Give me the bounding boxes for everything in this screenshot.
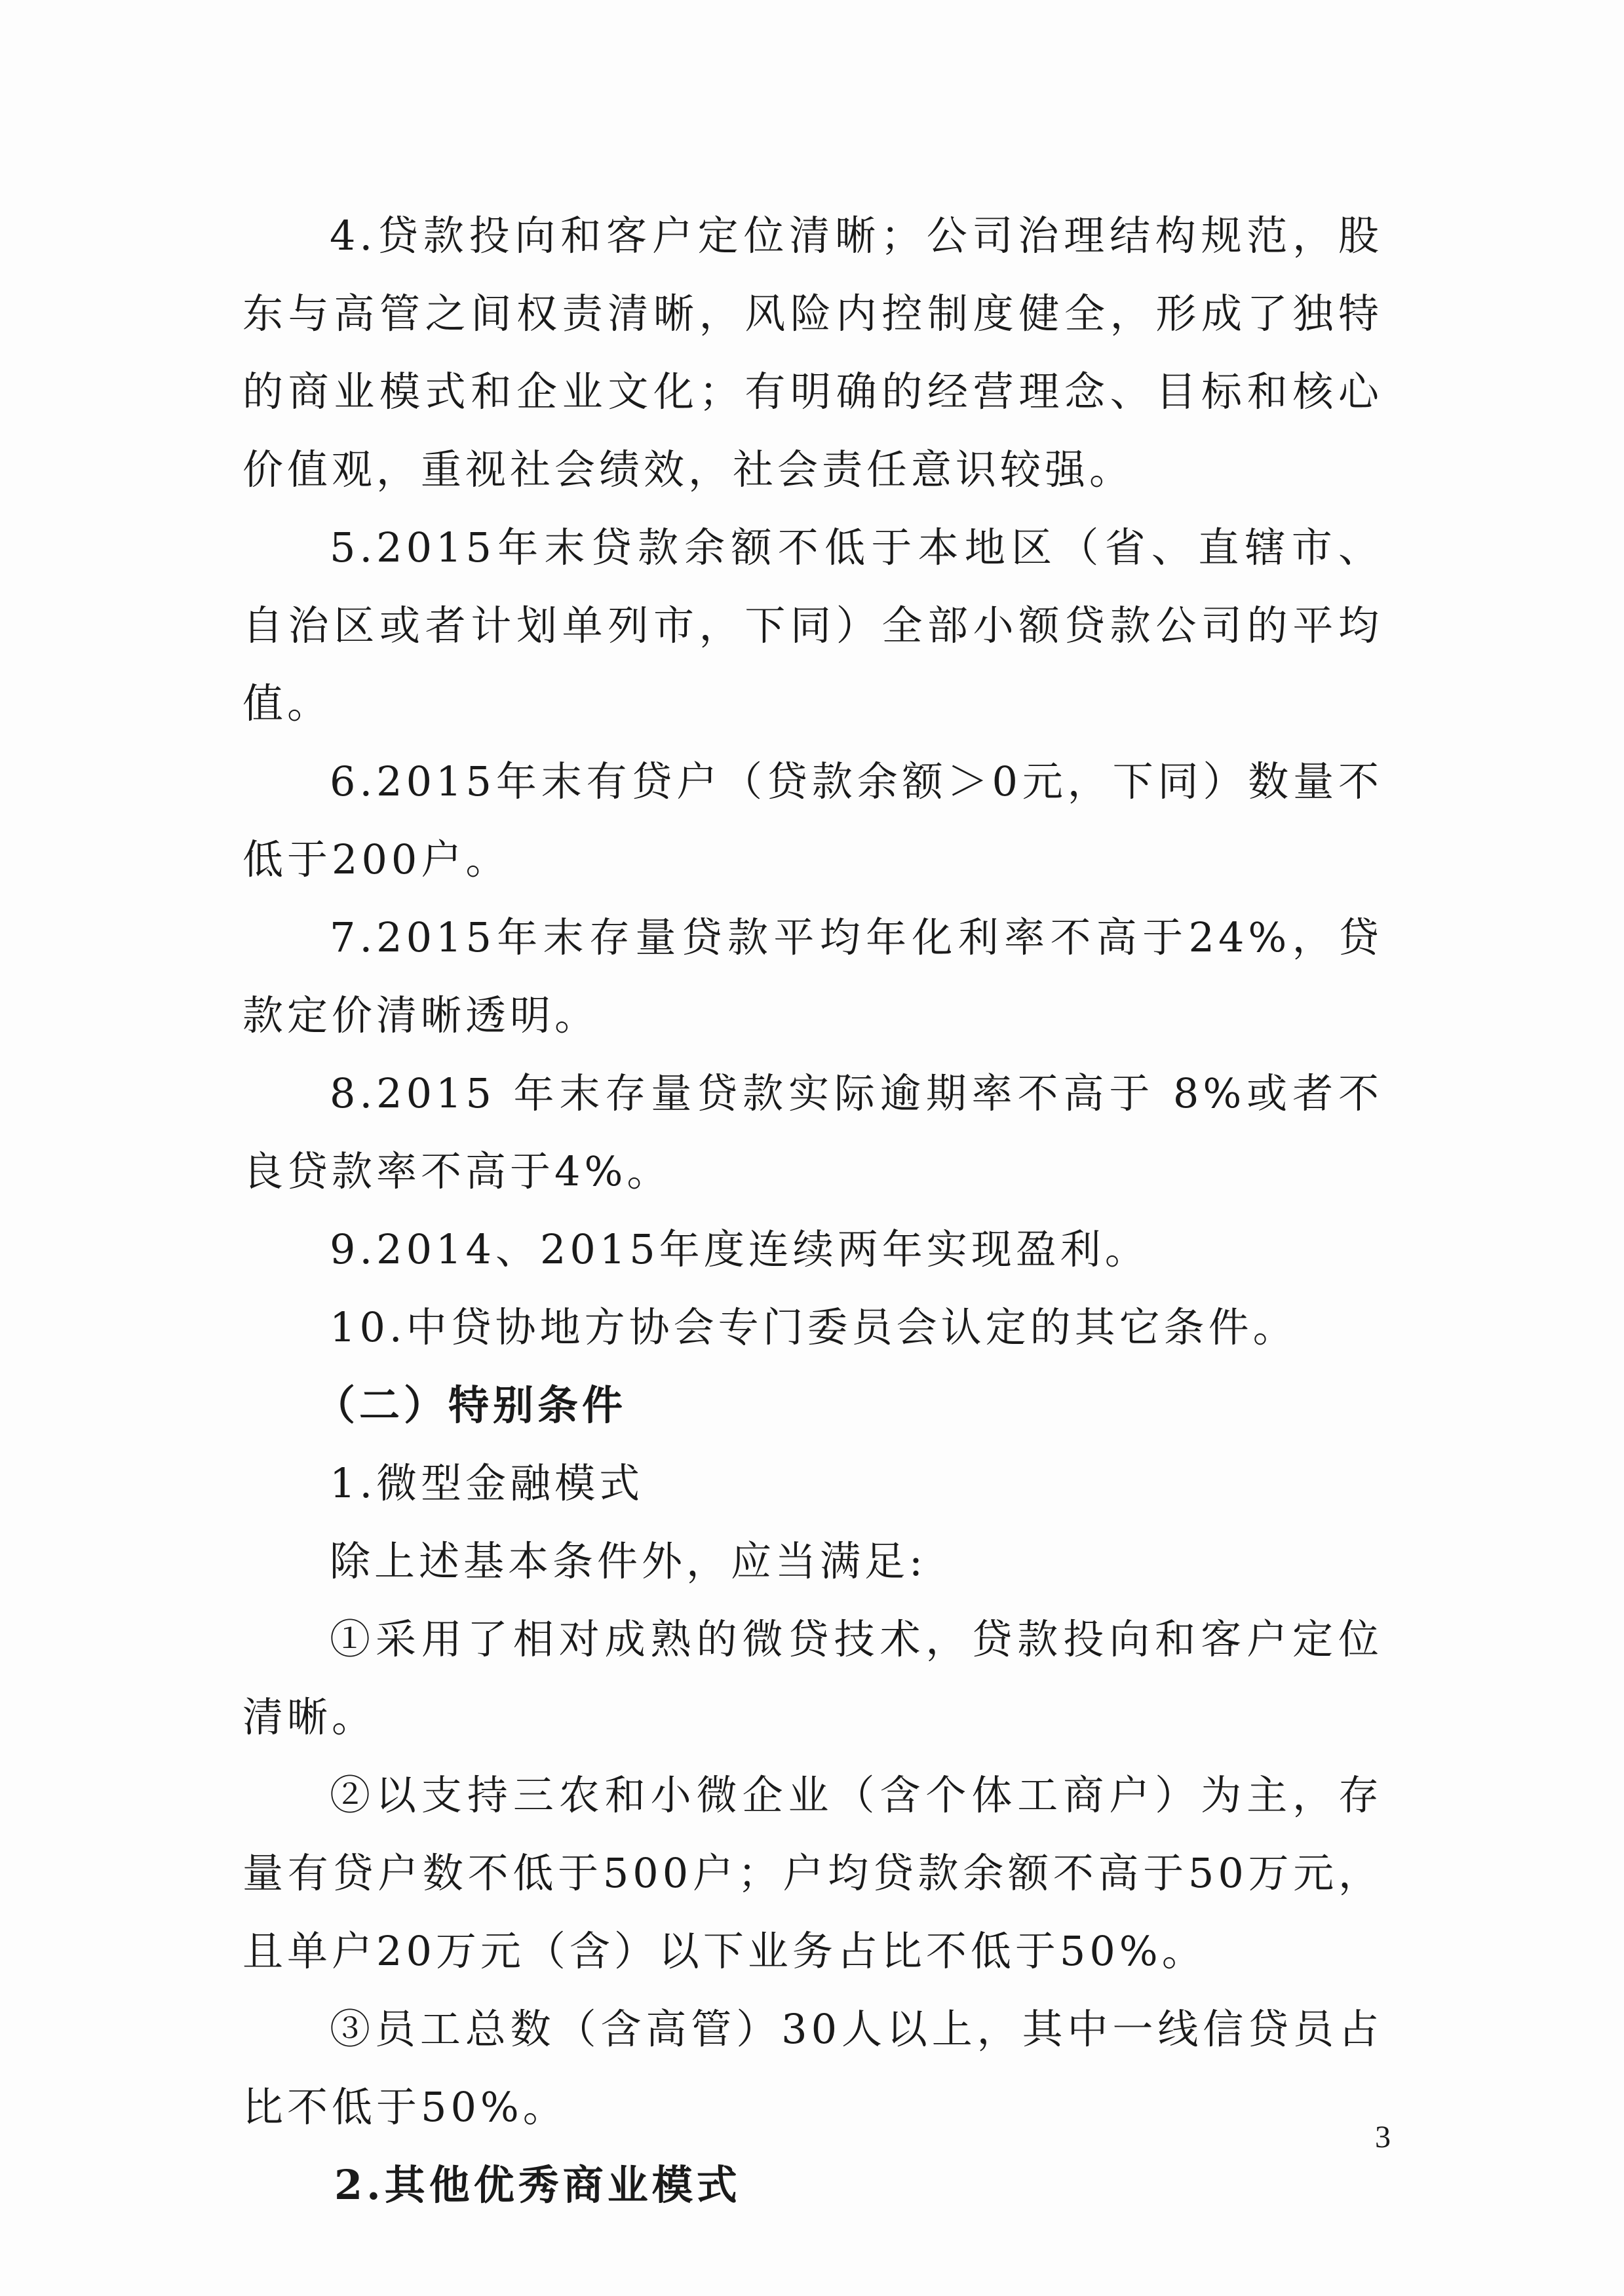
paragraph-item-8: 8.2015 年末存量贷款实际逾期率不高于 8%或者不良贷款率不高于4%。 bbox=[242, 1069, 1383, 1195]
condition-item-3: ③员工总数（含高管）30人以上，其中一线信贷员占比不低于50%。 bbox=[242, 2005, 1383, 2131]
condition-item-1: ①采用了相对成熟的微贷技术，贷款投向和客户定位清晰。 bbox=[242, 1615, 1383, 1741]
section-heading-special-conditions: （二）特别条件 bbox=[315, 1381, 627, 1429]
page-number: 3 bbox=[1375, 2120, 1391, 2154]
document-body bbox=[242, 197, 1383, 2224]
paragraph-item-9: 9.2014、2015年度连续两年实现盈利。 bbox=[330, 1225, 1150, 1273]
subsection-title-microfinance: 1.微型金融模式 bbox=[330, 1459, 644, 1507]
paragraph-item-4: 4.贷款投向和客户定位清晰；公司治理结构规范，股东与高管之间权责清晰，风险内控制度健全，形成了独特的商业模式和企业文化；有明确的经营理念、目标和核心价值观，重视社会绩效，社会责任意识较强。 bbox=[242, 212, 1383, 493]
condition-item-2: ②以支持三农和小微企业（含个体工商户）为主，存量有贷户数不低于500户；户均贷款余额不高于50万元，且单户20万元（含）以下业务占比不低于50%。 bbox=[242, 1771, 1383, 1975]
subsection-intro: 除上述基本条件外，应当满足: bbox=[330, 1537, 927, 1585]
subsection-title-other-models: 2.其他优秀商业模式 bbox=[334, 2161, 741, 2209]
paragraph-item-5: 5.2015年末贷款余额不低于本地区（省、直辖市、自治区或者计划单列市，下同）全部小额贷款公司的平均值。 bbox=[242, 524, 1383, 727]
paragraph-item-6: 6.2015年末有贷户（贷款余额＞0元，下同）数量不低于200户。 bbox=[242, 757, 1383, 883]
paragraph-item-7: 7.2015年末存量贷款平均年化利率不高于24%，贷款定价清晰透明。 bbox=[242, 913, 1383, 1039]
paragraph-item-10: 10.中贷协地方协会专门委员会认定的其它条件。 bbox=[330, 1303, 1298, 1351]
